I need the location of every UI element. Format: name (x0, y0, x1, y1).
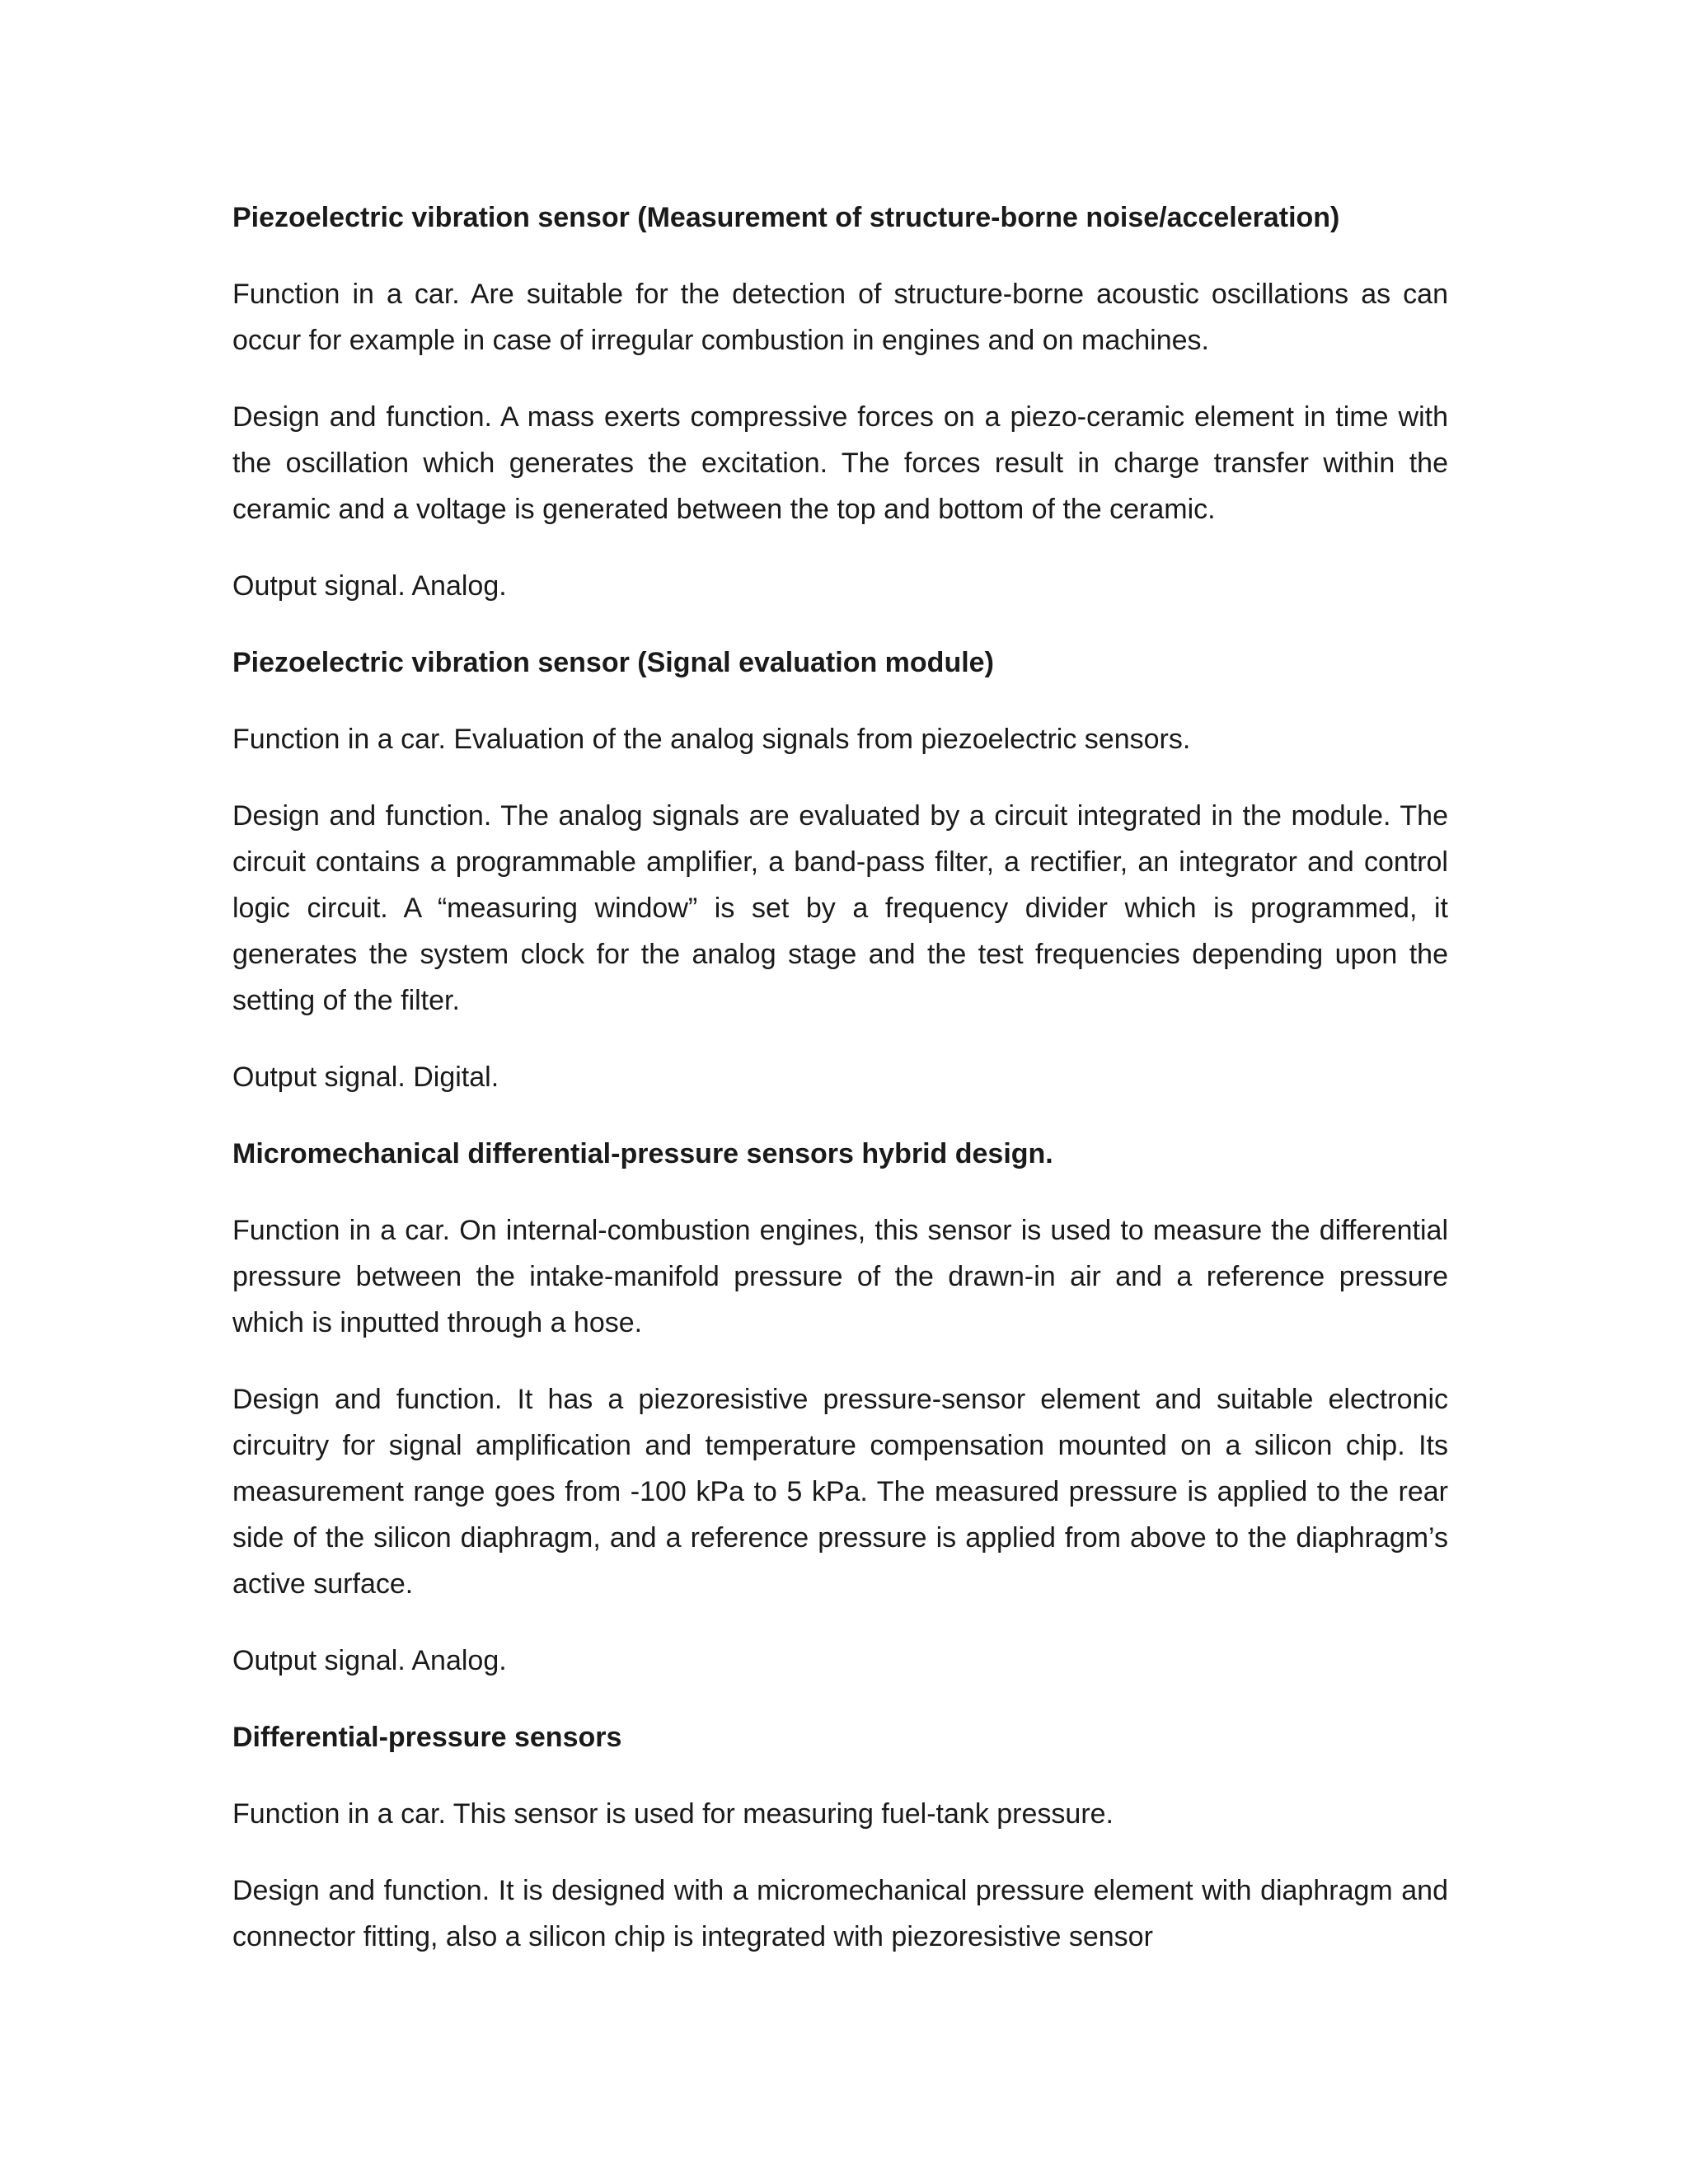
body-paragraph: Design and function. It has a piezoresistive pressure-sensor element and suitable electronic circuitry for signal amplification and temperature compensation mounted on a silicon chip. Its measurement range goes from -100 kPa to 5 kPa. The measured pressure is applied to the rear side of the silicon diaphragm, and a reference pressure is applied from above to the diaphragm’s active surface. (232, 1384, 1448, 1600)
body-paragraph: Function in a car. Evaluation of the analog signals from piezoelectric sensors. (232, 724, 1191, 755)
section-heading: Piezoelectric vibration sensor (Measurement of structure-borne noise/acceleration) (232, 202, 1340, 233)
body-paragraph: Function in a car. This sensor is used for measuring fuel-tank pressure. (232, 1798, 1114, 1830)
body-paragraph: Output signal. Analog. (232, 570, 507, 602)
body-paragraph: Function in a car. Are suitable for the detection of structure-borne acoustic oscillations as can occur for example in case of irregular combustion in engines and on machines. (232, 279, 1448, 356)
body-paragraph: Output signal. Analog. (232, 1645, 507, 1676)
section-heading: Piezoelectric vibration sensor (Signal evaluation module) (232, 647, 994, 678)
section-heading: Micromechanical differential-pressure sensors hybrid design. (232, 1138, 1053, 1169)
body-paragraph: Design and function. It is designed with a micromechanical pressure element with diaphragm and connector fitting, also a silicon chip is integrated with piezoresistive sensor (232, 1875, 1448, 1952)
body-paragraph: Design and function. A mass exerts compressive forces on a piezo-ceramic element in time with the oscillation which generates the excitation. The forces result in charge transfer within the ceramic and a voltage is generated between the top and bottom of the ceramic. (232, 401, 1448, 525)
body-paragraph: Function in a car. On internal-combustion engines, this sensor is used to measure the differential pressure between the intake-manifold pressure of the drawn-in air and a reference pressure which is inputted through a hose. (232, 1215, 1448, 1338)
body-paragraph: Output signal. Digital. (232, 1062, 499, 1093)
section-heading: Differential-pressure sensors (232, 1722, 622, 1753)
document-body (232, 194, 1448, 1990)
body-paragraph: Design and function. The analog signals are evaluated by a circuit integrated in the module. The circuit contains a programmable amplifier, a band-pass filter, a rectifier, an integrator and control logic circuit. A “measuring window” is set by a frequency divider which is programmed, it generates the system clock for the analog stage and the test frequencies depending upon the setting of the filter. (232, 800, 1448, 1016)
